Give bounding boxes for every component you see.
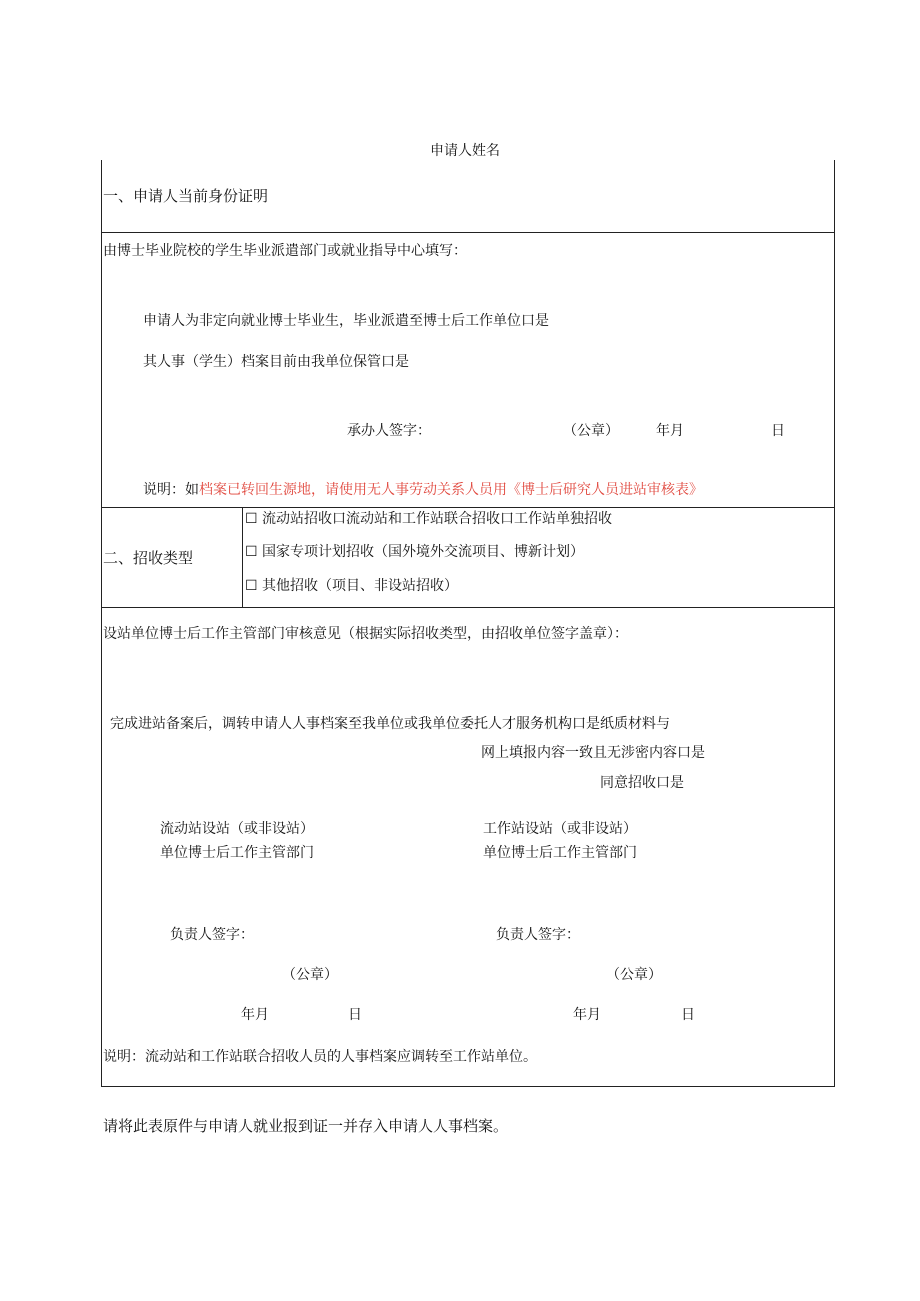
left-signature-label: 负责人签字：: [170, 927, 254, 943]
table-right-border: [834, 160, 835, 1087]
recruit-option-3[interactable]: ☐ 其他招收（项目、非设站招收）: [245, 578, 459, 594]
section1-statement-2: 其人事（学生）档案目前由我单位保管口是: [143, 354, 409, 370]
section1-note-red: 档案已转回生源地，请使用无人事劳动关系人员用《博士后研究人员进站审核表》: [199, 482, 703, 498]
section1-year-month: 年月: [656, 423, 684, 439]
section1-day: 日: [771, 423, 785, 439]
section1-seal: （公章）: [563, 423, 619, 439]
left-unit-line-1: 流动站设站（或非设站）: [160, 821, 314, 837]
handler-signature-label: 承办人签字：: [347, 423, 431, 439]
section1-instruction: 由博士毕业院校的学生毕业派遣部门或就业指导中心填写：: [103, 243, 467, 259]
table-bottom-border: [101, 1086, 835, 1087]
section3-note: 说明：流动站和工作站联合招收人员的人事档案应调转至工作站单位。: [103, 1049, 537, 1065]
section1-note: [143, 481, 703, 499]
right-unit-line-2: 单位博士后工作主管部门: [483, 845, 637, 861]
section3-heading: 设站单位博士后工作主管部门审核意见（根据实际招收类型，由招收单位签字盖章）：: [103, 626, 628, 642]
left-year-month: 年月: [241, 1007, 269, 1023]
left-unit-line-2: 单位博士后工作主管部门: [160, 845, 314, 861]
section3-line-3: 同意招收口是: [600, 775, 684, 791]
recruit-option-2[interactable]: ☐ 国家专项计划招收（国外境外交流项目、博新计划）: [245, 544, 584, 560]
left-seal: （公章）: [282, 967, 338, 983]
left-day: 日: [348, 1007, 362, 1023]
section2-title: 二、招收类型: [103, 549, 194, 567]
applicant-name-label: 申请人姓名: [430, 143, 500, 159]
section1-note-prefix: 说明：如: [143, 482, 199, 498]
footer-note: 请将此表原件与申请人就业报到证一并存入申请人人事档案。: [103, 1117, 509, 1135]
right-signature-label: 负责人签字：: [496, 927, 580, 943]
right-day: 日: [681, 1007, 695, 1023]
right-unit-line-1: 工作站设站（或非设站）: [483, 821, 637, 837]
right-year-month: 年月: [573, 1007, 601, 1023]
divider-2: [101, 507, 835, 508]
section3-line-1: 完成进站备案后，调转申请人人事档案至我单位或我单位委托人才服务机构口是纸质材料与: [110, 716, 670, 732]
section1-title: 一、申请人当前身份证明: [103, 187, 269, 205]
section2-vertical-divider: [242, 507, 243, 608]
section1-statement-1: 申请人为非定向就业博士毕业生，毕业派遣至博士后工作单位口是: [143, 313, 549, 329]
divider-1: [101, 232, 835, 233]
right-seal: （公章）: [606, 967, 662, 983]
table-left-border: [101, 160, 102, 1087]
recruit-option-1[interactable]: ☐ 流动站招收口流动站和工作站联合招收口工作站单独招收: [245, 511, 612, 527]
section3-line-2: 网上填报内容一致且无涉密内容口是: [481, 745, 705, 761]
divider-3: [101, 607, 835, 608]
